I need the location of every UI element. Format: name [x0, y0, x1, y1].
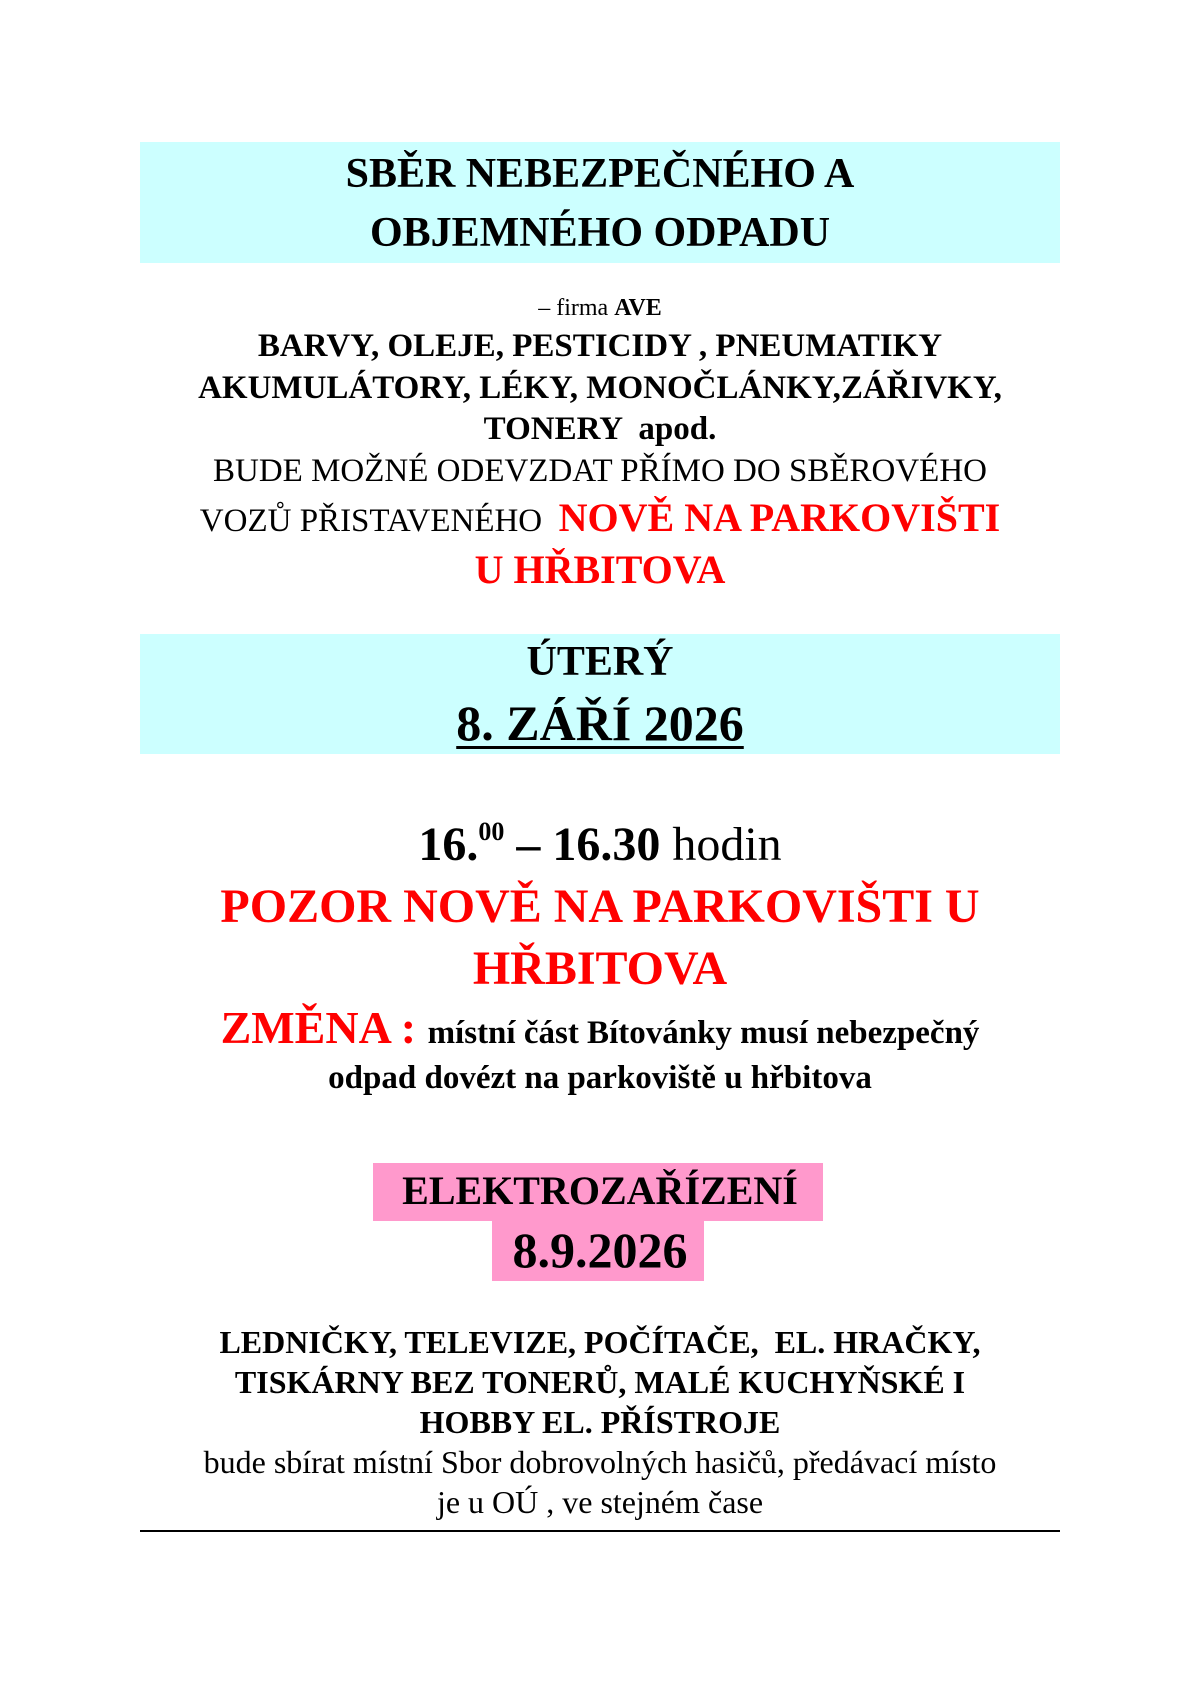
bottom-divider — [140, 1530, 1060, 1532]
info-line-2 — [140, 495, 1060, 544]
change-line-1 — [140, 1001, 1060, 1060]
hazardous-items-line-2: AKUMULÁTORY, LÉKY, MONOČLÁNKY,ZÁŘIVKY, — [198, 370, 1002, 406]
change-text-1: místní část Bítovánky musí nebezpečný — [427, 1015, 980, 1051]
collection-day: ÚTERÝ — [526, 639, 674, 685]
time-start-hour: 16. — [418, 818, 479, 871]
hazardous-items-line-3 — [140, 408, 1060, 450]
electro-note-line-1: bude sbírat místní Sbor dobrovolných hasičů, předávací místo — [203, 1444, 997, 1480]
notice-line-1: POZOR NOVĚ NA PARKOVIŠTI U — [220, 880, 980, 933]
notice-line-2: HŘBITOVA — [472, 942, 728, 995]
hazardous-items-line-1: BARVY, OLEJE, PESTICIDY , PNEUMATIKY — [257, 328, 943, 364]
change-label: ZMĚNA : — [220, 1002, 428, 1053]
electro-date: 8.9.2026 — [512, 1222, 688, 1278]
company-name: AVE — [614, 295, 662, 321]
collection-date-text: 8. ZÁŘÍ 2026 — [456, 695, 744, 751]
hazardous-items-suffix: apod. — [638, 411, 717, 447]
company-prefix: – firma — [538, 295, 615, 321]
info-line-2-red: NOVĚ NA PARKOVIŠTI — [558, 495, 1001, 540]
collection-time — [140, 816, 1060, 881]
electro-title: ELEKTROZAŘÍZENÍ — [402, 1168, 798, 1213]
change-line-2: odpad dovézt na parkoviště u hřbitova — [328, 1060, 872, 1096]
info-line-1: BUDE MOŽNÉ ODEVZDAT PŘÍMO DO SBĚROVÉHO — [213, 453, 987, 489]
info-line-3: U HŘBITOVA — [474, 547, 726, 592]
electro-items-line-3: HOBBY EL. PŘÍSTROJE — [419, 1404, 781, 1440]
hazardous-items-main: TONERY — [483, 411, 639, 447]
title-line-2: OBJEMNÉHO ODPADU — [369, 210, 831, 256]
time-range-rest: – 16.30 — [504, 818, 661, 871]
electro-note-line-2: je u OÚ , ve stejném čase — [436, 1484, 764, 1520]
electro-items-line-2: TISKÁRNY BEZ TONERŮ, MALÉ KUCHYŇSKÉ I — [234, 1364, 966, 1400]
electro-items-line-1: LEDNIČKY, TELEVIZE, POČÍTAČE, EL. HRAČKY, — [219, 1324, 981, 1360]
company-line — [140, 293, 1060, 323]
time-start-minutes: 00 — [478, 817, 505, 846]
info-line-2-black: VOZŮ PŘISTAVENÉHO — [199, 503, 559, 539]
collection-date — [140, 694, 1060, 752]
title-line-1: SBĚR NEBEZPEČNÉHO A — [345, 151, 855, 197]
time-unit: hodin — [660, 818, 782, 871]
